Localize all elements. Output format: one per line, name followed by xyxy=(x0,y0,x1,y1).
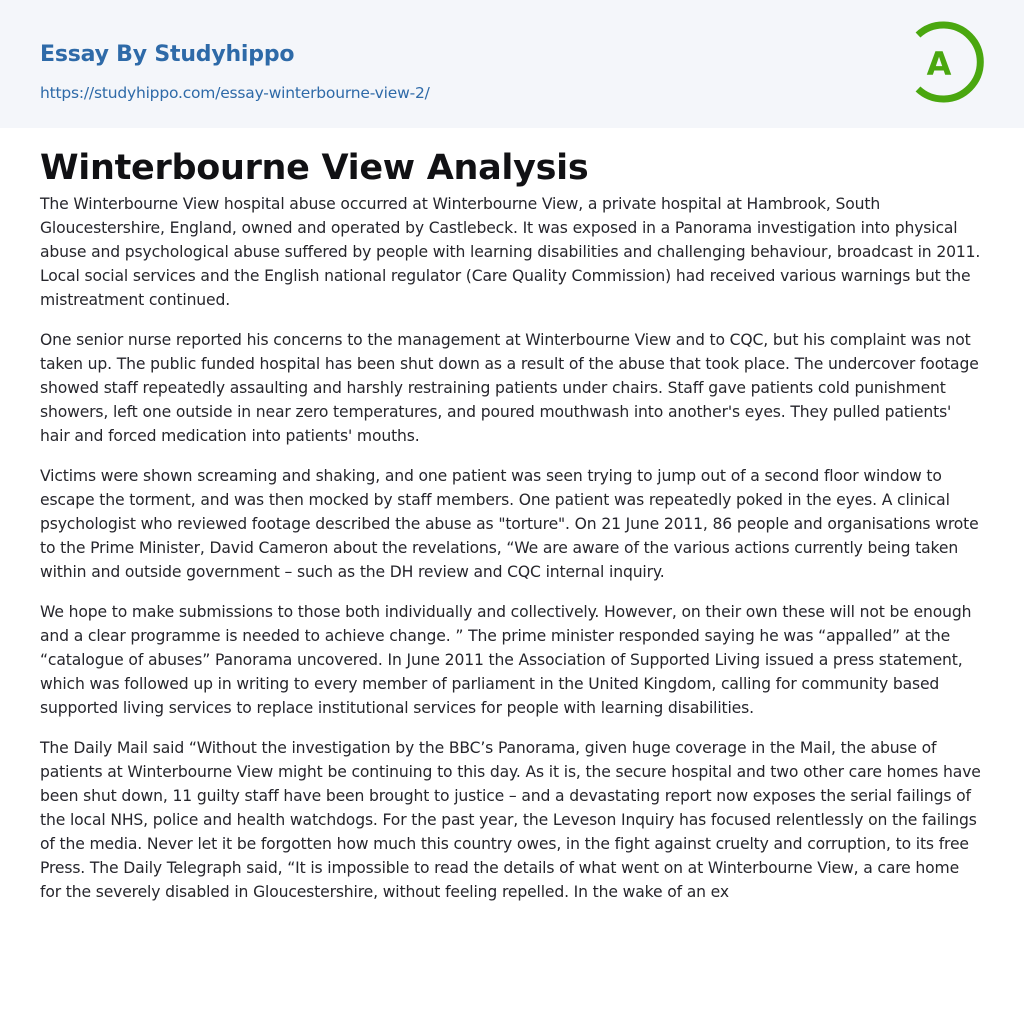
paragraph-2: One senior nurse reported his concerns to the management at Winterbourne View and to CQC, but his complaint was not taken up. The public funded hospital has been shut down as a result of the abuse that took place. The undercover footage showed staff repeatedly assaulting and harshly restraining patients under chairs. Staff gave patients cold punishment showers, left one outside in near zero temperatures, and poured mouthwash into another's eyes. They pulled patients' hair and forced medication into patients' mouths. xyxy=(40,331,979,445)
article xyxy=(0,128,1024,904)
paragraph-5: The Daily Mail said “Without the investigation by the BBC’s Panorama, given huge coverage in the Mail, the abuse of patients at Winterbourne View might be continuing to this day. As it is, the secure hospital and two other care homes have been shut down, 11 guilty staff have been brought to justice – and a devastating report now exposes the serial failings of the local NHS, police and health watchdogs. For the past year, the Leveson Inquiry has focused relentlessly on the failings of the media. Never let it be forgotten how much this country owes, in the fight against cruelty and corruption, to its free Press. The Daily Telegraph said, “It is impossible to read the details of what went on at Winterbourne View, a care home for the severely disabled in Gloucestershire, without feeling repelled. In the wake of an ex xyxy=(40,739,981,901)
source-url-link[interactable]: https://studyhippo.com/essay-winterbourne-view-2/ xyxy=(40,84,430,102)
logo-letter: A xyxy=(926,45,952,83)
brand-title: Essay By Studyhippo xyxy=(40,42,295,67)
site-header xyxy=(0,0,1024,128)
page-title: Winterbourne View Analysis xyxy=(40,148,589,188)
article-body xyxy=(40,190,984,904)
paragraph-4: We hope to make submissions to those both individually and collectively. However, on their own these will not be enough and a clear programme is needed to achieve change. ” The prime minister responded saying he was “appalled” at the “catalogue of abuses” Panorama uncovered. In June 2011 the Association of Supported Living issued a press statement, which was followed up in writing to every member of parliament in the United Kingdom, calling for community based supported living services to replace institutional services for people with learning disabilities. xyxy=(40,603,972,717)
studyhippo-logo-icon xyxy=(906,19,990,105)
paragraph-3: Victims were shown screaming and shaking, and one patient was seen trying to jump out of a second floor window to escape the torment, and was then mocked by staff members. One patient was repeatedly poked in the eyes. A clinical psychologist who reviewed footage described the abuse as "torture". On 21 June 2011, 86 people and organisations wrote to the Prime Minister, David Cameron about the revelations, “We are aware of the various actions currently being taken within and outside government – such as the DH review and CQC internal inquiry. xyxy=(40,467,979,581)
paragraph-1: The Winterbourne View hospital abuse occurred at Winterbourne View, a private hospital at Hambrook, South Gloucestershire, England, owned and operated by Castlebeck. It was exposed in a Panorama investigation into physical abuse and psychological abuse suffered by people with learning disabilities and challenging behaviour, broadcast in 2011. Local social services and the English national regulator (Care Quality Commission) had received various warnings but the mistreatment continued. xyxy=(40,195,981,309)
